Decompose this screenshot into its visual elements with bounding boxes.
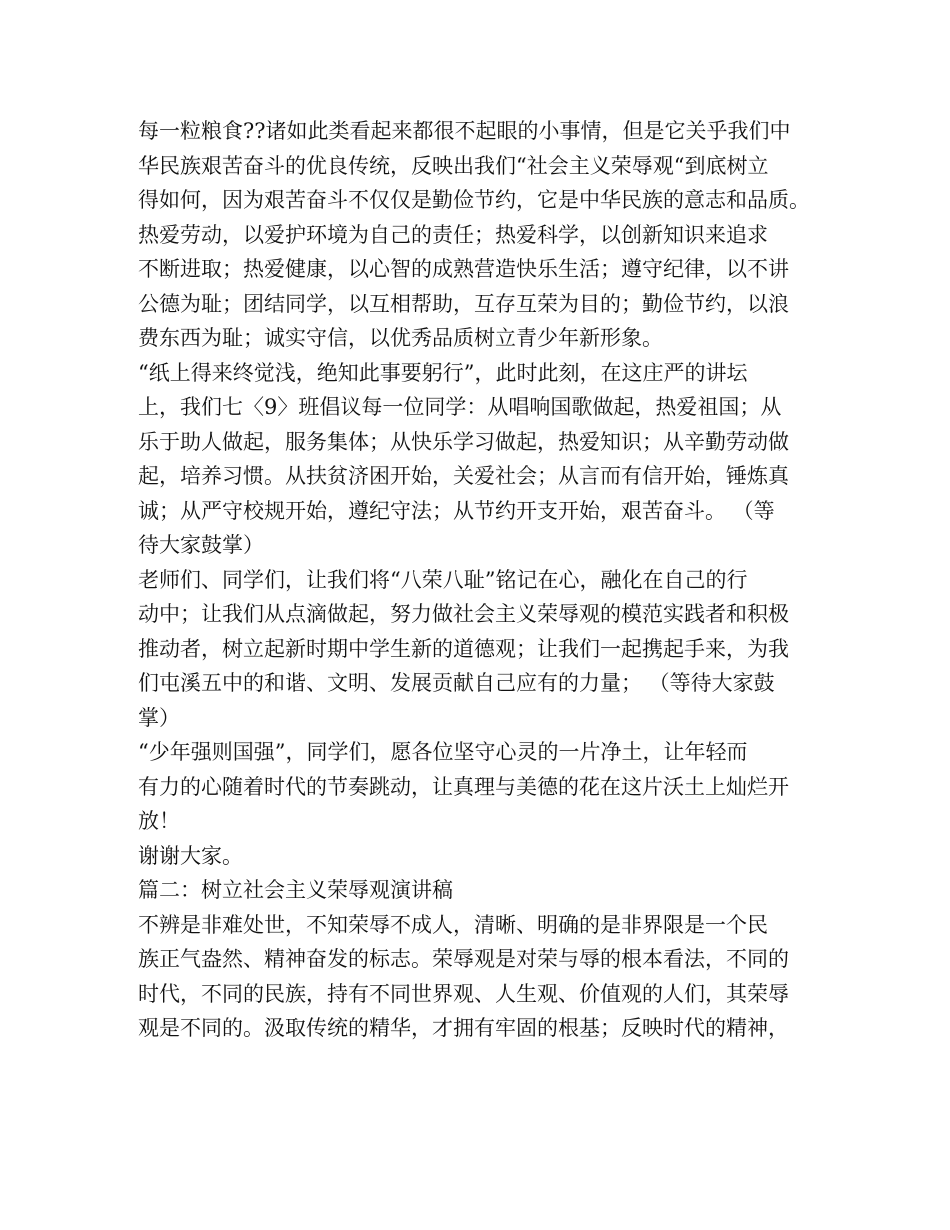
- text-line: 起，培养习惯。从扶贫济困开始，关爱社会；从言而有信开始，锤炼真: [138, 464, 789, 488]
- text-line: 华民族艰苦奋斗的优良传统，反映出我们“社会主义荣辱观“到底树立: [138, 153, 769, 178]
- text-line: 每一粒粮食??诸如此类看起来都很不起眼的小事情，但是它关乎我们中: [138, 119, 791, 143]
- text-line: 推动者，树立起新时期中学生新的道德观；让我们一起携起手来，为我: [138, 636, 789, 661]
- text-line: 老师们、同学们，让我们将“八荣八耻”铭记在心，融化在自己的行: [138, 567, 748, 592]
- text-line: 不断进取；热爱健康，以心智的成熟营造快乐生活；遵守纪律，以不讲: [138, 257, 789, 281]
- text-line: 不辨是非难处世，不知荣辱不成人，清晰、明确的是非界限是一个民: [138, 912, 768, 937]
- text-line: 掌）: [138, 705, 180, 730]
- text-line: “少年强则国强”，同学们，愿各位坚守心灵的一片净土，让年轻而: [138, 740, 748, 764]
- section-heading: 篇二：树立社会主义荣辱观演讲稿: [138, 878, 453, 902]
- text-line: 观是不同的。汲取传统的精华，才拥有牢固的根基；反映时代的精神，: [138, 1016, 789, 1040]
- document-page: [138, 114, 838, 1046]
- text-line: 有力的心随着时代的节奏跳动，让真理与美德的花在这片沃土上灿烂开: [138, 774, 789, 799]
- text-line: 上，我们七〈9〉班倡议每一位同学：从唱响国歌做起，热爱祖国；从: [138, 395, 782, 419]
- text-line: 族正气盎然、精神奋发的标志。荣辱观是对荣与辱的根本看法，不同的: [138, 947, 789, 971]
- text-line: 公德为耻；团结同学，以互相帮助，互存互荣为目的；勤俭节约，以浪: [138, 291, 789, 316]
- text-line: 诚；从严守校规开始，遵纪守法；从节约开支开始，艰苦奋斗。 （等: [138, 498, 775, 523]
- text-line: 热爱劳动，以爱护环境为自己的责任；热爱科学，以创新知识来追求: [138, 222, 768, 247]
- text-line: 费东西为耻；诚实守信，以优秀品质树立青少年新形象。: [138, 326, 663, 350]
- text-line: 放！: [138, 809, 180, 833]
- text-line: 动中；让我们从点滴做起，努力做社会主义荣辱观的模范实践者和积极: [138, 602, 789, 626]
- text-line: 得如何，因为艰苦奋斗不仅仅是勤俭节约，它是中华民族的意志和品质。: [138, 188, 810, 212]
- text-line: 待大家鼓掌）: [138, 533, 264, 557]
- text-line: 谢谢大家。: [138, 843, 243, 868]
- text-line: 乐于助人做起，服务集体；从快乐学习做起，热爱知识；从辛勤劳动做: [138, 429, 789, 454]
- text-line: 们屯溪五中的和谐、文明、发展贡献自己应有的力量； （等待大家鼓: [138, 671, 775, 695]
- text-line: “纸上得来终觉浅，绝知此事要躬行”，此时此刻，在这庄严的讲坛: [138, 360, 748, 385]
- text-line: 时代，不同的民族，持有不同世界观、人生观、价值观的人们，其荣辱: [138, 981, 789, 1006]
